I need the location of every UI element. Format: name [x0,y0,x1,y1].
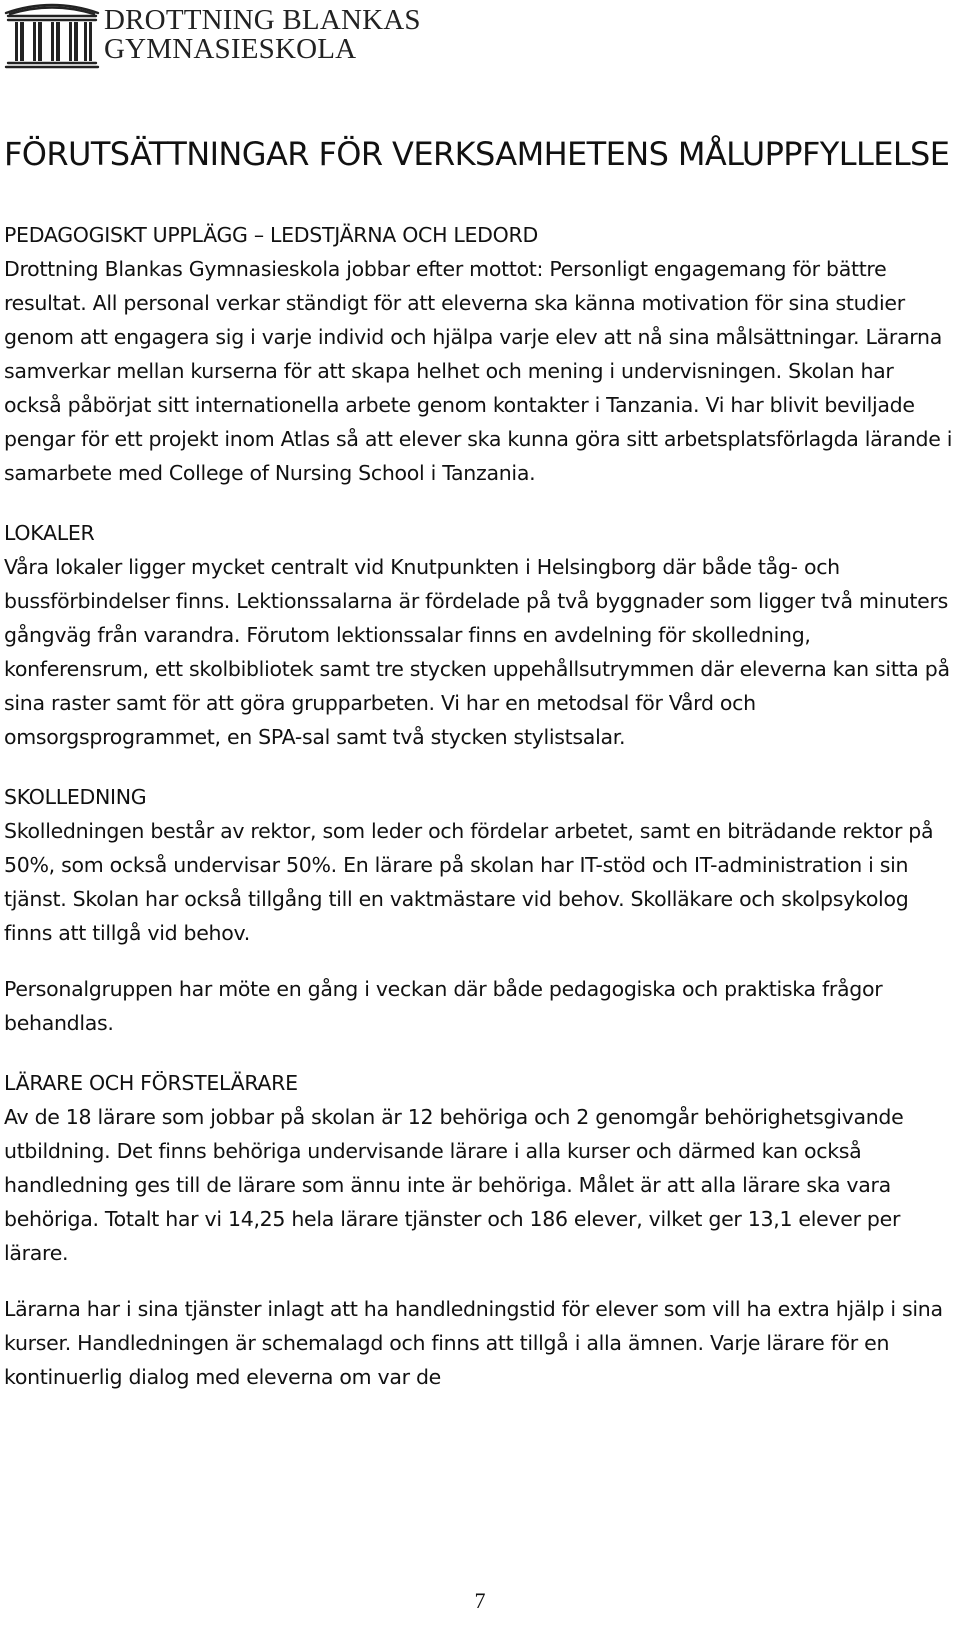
section-heading: SKOLLEDNING [4,785,147,809]
section-lokaler [4,516,954,754]
section-paragraph: Våra lokaler ligger mycket centralt vid Knutpunkten i Helsingborg där både tåg- och bussförbindelser finns. Lektionssalarna är fördelade på två byggnader som ligger två minuters gångväg från varandra. Förutom lektionssalar finns en avdelning för skolledning, konferensrum, ett skolbibliotek samt tre stycken uppehållsutrymmen där eleverna kan sitta på sina raster samt för att göra grupparbeten. Vi har en metodsal för Vård och omsorgsprogrammet, en SPA-sal samt två stycken stylistsalar. [4,555,950,749]
columned-building-icon [4,0,100,70]
logo-line-1: DROTTNING BLANKAS [104,4,421,36]
section-paragraph: Lärarna har i sina tjänster inlagt att ha handledningstid för elever som vill ha extra hjälp i sina kurser. Handledningen är schemalagd och finns att tillgå i alla ämnen. Varje lärare för en kontinuerlig dialog med eleverna om var de [4,1297,943,1389]
section-heading: LÄRARE OCH FÖRSTELÄRARE [4,1071,298,1095]
document-body [4,130,954,1394]
section-larare-och-forstelarare [4,1066,954,1394]
section-heading: PEDAGOGISKT UPPLÄGG – LEDSTJÄRNA OCH LEDORD [4,223,538,247]
section-skolledning [4,780,954,1040]
section-pedagogiskt-upplagg [4,218,954,490]
section-heading: LOKALER [4,521,95,545]
page-number: 7 [474,1588,486,1613]
section-paragraph: Av de 18 lärare som jobbar på skolan är 12 behöriga och 2 genomgår behörighetsgivande utbildning. Det finns behöriga undervisande lärare i alla kurser och därmed kan också handledning ges till de lärare som ännu inte är behöriga. Målet är att alla lärare ska vara behöriga. Totalt har vi 14,25 hela lärare tjänster och 186 elever, vilket ger 13,1 elever per lärare. [4,1105,904,1265]
school-logo [4,0,424,72]
section-paragraph: Drottning Blankas Gymnasieskola jobbar efter mottot: Personligt engagemang för bättre resultat. All personal verkar ständigt för att eleverna ska känna motivation för sina studier genom att engagera sig i varje individ och hjälpa varje elev att nå sina målsättningar. Lärarna samverkar mellan kurserna för att skapa helhet och mening i undervisningen. Skolan har också påbörjat sitt internationella arbete genom kontakter i Tanzania. Vi har blivit beviljade pengar för ett projekt inom Atlas så att elever ska kunna göra sitt arbetsplatsförlagda lärande i samarbete med College of Nursing School i Tanzania. [4,257,953,485]
section-paragraph: Personalgruppen har möte en gång i veckan där både pedagogiska och praktiska frågor behandlas. [4,977,883,1035]
logo-line-2: GYMNASIESKOLA [104,33,357,65]
document-title: FÖRUTSÄTTNINGAR FÖR VERKSAMHETENS MÅLUPPFYLLELSE [4,135,950,173]
section-paragraph: Skolledningen består av rektor, som leder och fördelar arbetet, samt en biträdande rektor på 50%, som också undervisar 50%. En lärare på skolan har IT-stöd och IT-administration i sin tjänst. Skolan har också tillgång till en vaktmästare vid behov. Skolläkare och skolpsykolog finns att tillgå vid behov. [4,819,934,945]
logo-text [104,6,421,64]
